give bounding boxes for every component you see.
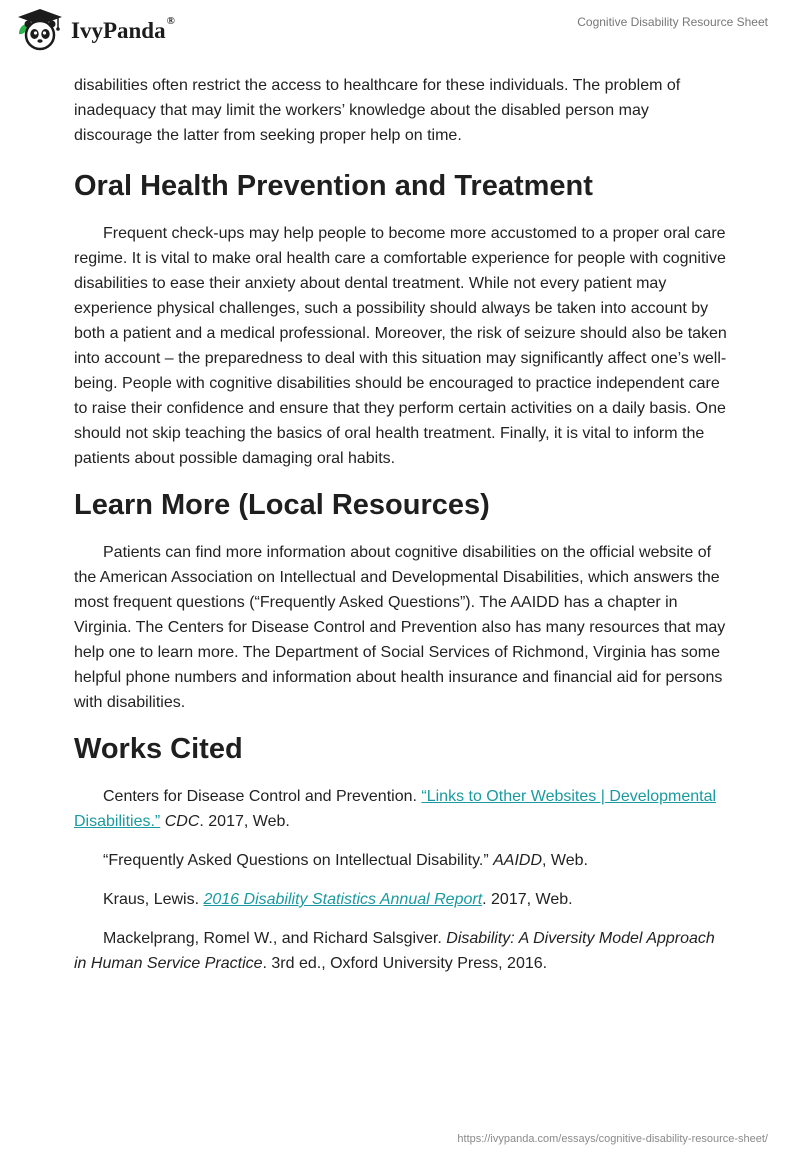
page-header — [0, 0, 800, 64]
citation-cdc: Centers for Disease Control and Prevention. “Links to Other Websites | Developmental Disabilities.” CDC. 2017, Web. — [74, 788, 717, 830]
learn-more-paragraph: Patients can find more information about cognitive disabilities on the official website of the American Association on Intellectual and Developmental Disabilities, which answers the most frequent questions (“Frequently Asked Questions”). The AAIDD has a chapter in Virginia. The Centers for Disease Control and Prevention also has many resources that may help one to learn more. The Department of Social Services of Richmond, Virginia has some helpful phone numbers and information about health insurance and financial aid for persons with disabilities. — [74, 544, 726, 711]
ivypanda-logo[interactable] — [16, 8, 175, 52]
source-url: https://ivypanda.com/essays/cognitive-disability-resource-sheet/ — [457, 1133, 768, 1145]
disability-statistics-link[interactable]: 2016 Disability Statistics Annual Report — [203, 891, 483, 908]
cdc-link[interactable]: “Links to Other Websites | Developmental Disabilities.” — [74, 788, 717, 830]
citation-aaidd: “Frequently Asked Questions on Intellectual Disability.” AAIDD, Web. — [103, 852, 588, 869]
panda-graduate-icon — [16, 8, 64, 52]
document-title: Cognitive Disability Resource Sheet — [577, 15, 768, 29]
essay-content — [74, 73, 730, 990]
brand-name: IvyPanda® — [71, 15, 175, 43]
intro-paragraph: disabilities often restrict the access to healthcare for these individuals. The problem of inadequacy that may limit the workers’ knowledge about the disabled person may discourage the latter from seeking proper help on time. — [74, 77, 681, 144]
section-heading-learn-more: Learn More (Local Resources) — [74, 489, 490, 521]
citation-mackelprang: Mackelprang, Romel W., and Richard Salsgiver. Disability: A Diversity Model Approach in Human Service Practice. 3rd ed., Oxford University Press, 2016. — [74, 930, 715, 972]
section-heading-works-cited: Works Cited — [74, 733, 243, 765]
citation-kraus: Kraus, Lewis. 2016 Disability Statistics Annual Report. 2017, Web. — [103, 891, 573, 908]
section-heading-oral-health: Oral Health Prevention and Treatment — [74, 170, 593, 202]
oral-health-paragraph: Frequent check-ups may help people to become more accustomed to a proper oral care regime. It is vital to make oral health care a comfortable experience for people with cognitive disabilities to ease their anxiety about dental treatment. While not every patient may experience physical challenges, such a possibility should always be taken into account by both a patient and a medical professional. Moreover, the risk of seizure should also be taken into account – the preparedness to deal with this situation may significantly affect one’s well-being. People with cognitive disabilities should be encouraged to practice independent care to raise their confidence and ensure that they perform certain activities on a daily basis. One should not skip teaching the basics of oral health treatment. Finally, it is vital to inform the patients about possible damaging oral habits. — [74, 225, 727, 467]
